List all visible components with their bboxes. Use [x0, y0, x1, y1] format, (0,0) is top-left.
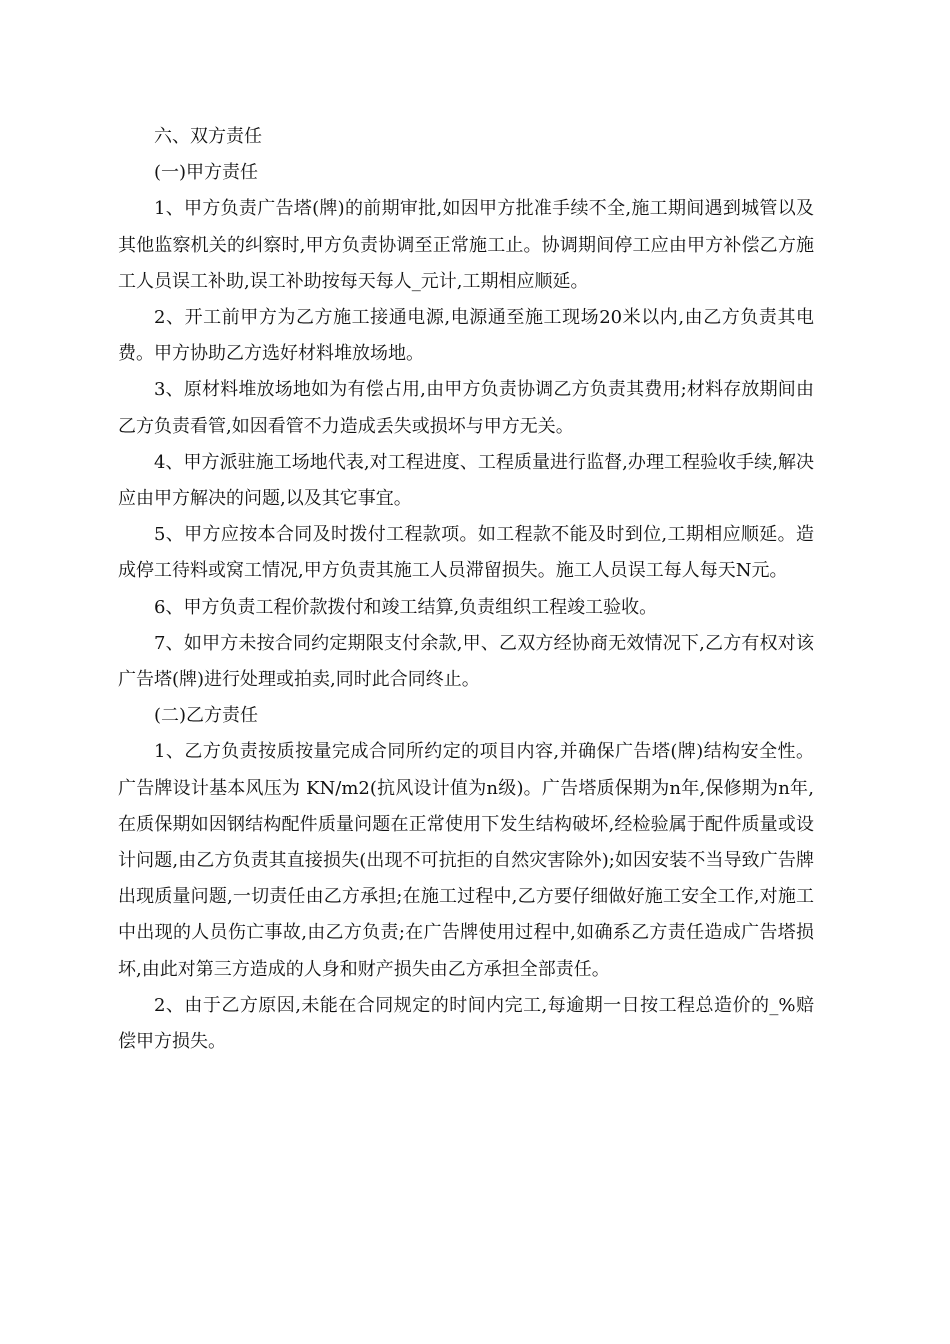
- part-b-item-1: 1、乙方负责按质按量完成合同所约定的项目内容,并确保广告塔(牌)结构安全性。广告牌设计基本风压为 KN/m2(抗风设计值为n级)。广告塔质保期为n年,保修期为n年,在质保期如因钢结构配件质量问题在正常使用下发生结构破坏,经检验属于配件质量或设计问题,由乙方负责其直接损失(出现不可抗拒的自然灾害除外);如因安装不当导致广告牌出现质量问题,一切责任由乙方承担;在施工过程中,乙方要仔细做好施工安全工作,对施工中出现的人员伤亡事故,由乙方负责;在广告牌使用过程中,如确系乙方责任造成广告塔损坏,由此对第三方造成的人身和财产损失由乙方承担全部责任。: [118, 741, 814, 980]
- part-b-heading: (二)乙方责任: [154, 705, 259, 727]
- part-a-heading: (一)甲方责任: [154, 162, 259, 184]
- part-a-item-7: 7、如甲方未按合同约定期限支付余款,甲、乙双方经协商无效情况下,乙方有权对该广告塔(牌)进行处理或拍卖,同时此合同终止。: [118, 632, 814, 691]
- part-a-item-3: 3、原材料堆放场地如为有偿占用,由甲方负责协调乙方负责其费用;材料存放期间由乙方负责看管,如因看管不力造成丢失或损坏与甲方无关。: [118, 379, 814, 437]
- part-a-item-2: 2、开工前甲方为乙方施工接通电源,电源通至施工现场20米以内,由乙方负责其电费。甲方协助乙方选好材料堆放场地。: [118, 307, 814, 365]
- part-a-item-4: 4、甲方派驻施工场地代表,对工程进度、工程质量进行监督,办理工程验收手续,解决应由甲方解决的问题,以及其它事宜。: [118, 451, 814, 510]
- document-page: [118, 119, 814, 1060]
- section-title: 六、双方责任: [154, 126, 262, 147]
- part-b-item-2: 2、由于乙方原因,未能在合同规定的时间内完工,每逾期一日按工程总造价的_%赔偿甲方损失。: [118, 994, 814, 1053]
- part-a-item-6: 6、甲方负责工程价款拨付和竣工结算,负责组织工程竣工验收。: [154, 596, 658, 618]
- part-a-item-1: 1、甲方负责广告塔(牌)的前期审批,如因甲方批准手续不全,施工期间遇到城管以及其他监察机关的纠察时,甲方负责协调至正常施工止。协调期间停工应由甲方补偿乙方施工人员误工补助,误工补助按每天每人_元计,工期相应顺延。: [118, 198, 814, 292]
- part-a-item-5: 5、甲方应按本合同及时拨付工程款项。如工程款不能及时到位,工期相应顺延。造成停工待料或窝工情况,甲方负责其施工人员滞留损失。施工人员误工每人每天N元。: [118, 524, 814, 582]
